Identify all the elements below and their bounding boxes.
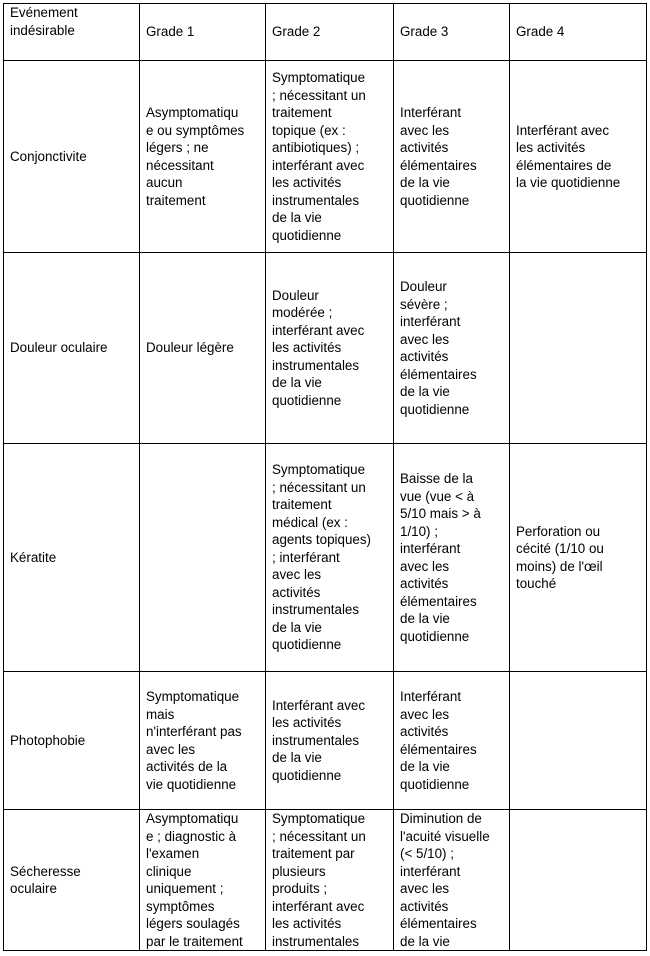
grade-1-cell: Douleur légère — [140, 253, 266, 444]
grade-2-cell: Douleur modérée ; interférant avec les activités instrumentales de la vie quotidienne — [266, 253, 394, 444]
header-cell-event: Evénement indésirable — [4, 4, 140, 61]
grade-1-cell — [140, 444, 266, 672]
header-row — [4, 4, 647, 61]
table-row — [4, 810, 647, 951]
grade-2-cell: Symptomatique ; nécessitant un traitement médical (ex : agents topiques) ; interférant avec les activités instrumentales de la vie quotidienne — [266, 444, 394, 672]
event-name-cell: Kératite — [4, 444, 140, 672]
table-row — [4, 61, 647, 253]
event-name-cell: Sécheresse oculaire — [4, 810, 140, 951]
event-name-cell: Photophobie — [4, 672, 140, 810]
grade-2-cell: Symptomatique ; nécessitant un traitement par plusieurs produits ; interférant avec les activités instrumentales — [266, 810, 394, 951]
grade-3-cell: Diminution de l'acuité visuelle (< 5/10) ; interférant avec les activités élémentaires de la vie — [394, 810, 510, 951]
adverse-events-grade-table — [3, 3, 647, 951]
header-cell-grade-3: Grade 3 — [394, 4, 510, 61]
grade-2-cell: Symptomatique ; nécessitant un traitement topique (ex : antibiotiques) ; interférant avec les activités instrumentales de la vie quotidienne — [266, 61, 394, 253]
event-name-cell: Douleur oculaire — [4, 253, 140, 444]
header-cell-grade-4: Grade 4 — [510, 4, 647, 61]
grade-1-cell: Asymptomatiqu e ou symptômes légers ; ne nécessitant aucun traitement — [140, 61, 266, 253]
header-cell-grade-1: Grade 1 — [140, 4, 266, 61]
table-row — [4, 253, 647, 444]
table-row — [4, 672, 647, 810]
grade-4-cell — [510, 810, 647, 951]
grade-1-cell: Symptomatique mais n'interférant pas avec les activités de la vie quotidienne — [140, 672, 266, 810]
header-cell-grade-2: Grade 2 — [266, 4, 394, 61]
grade-4-cell — [510, 253, 647, 444]
grade-3-cell: Interférant avec les activités élémentaires de la vie quotidienne — [394, 672, 510, 810]
table-row — [4, 444, 647, 672]
grade-2-cell: Interférant avec les activités instrumentales de la vie quotidienne — [266, 672, 394, 810]
grade-3-cell: Baisse de la vue (vue < à 5/10 mais > à 1/10) ; interférant avec les activités élémentaires de la vie quotidienne — [394, 444, 510, 672]
event-name-cell: Conjonctivite — [4, 61, 140, 253]
grade-1-cell: Asymptomatiqu e ; diagnostic à l'examen clinique uniquement ; symptômes légers soulagés par le traitement — [140, 810, 266, 951]
grade-3-cell: Interférant avec les activités élémentaires de la vie quotidienne — [394, 61, 510, 253]
grade-3-cell: Douleur sévère ; interférant avec les activités élémentaires de la vie quotidienne — [394, 253, 510, 444]
grade-4-cell: Perforation ou cécité (1/10 ou moins) de l'œil touché — [510, 444, 647, 672]
grade-4-cell — [510, 672, 647, 810]
grade-4-cell: Interférant avec les activités élémentaires de la vie quotidienne — [510, 61, 647, 253]
